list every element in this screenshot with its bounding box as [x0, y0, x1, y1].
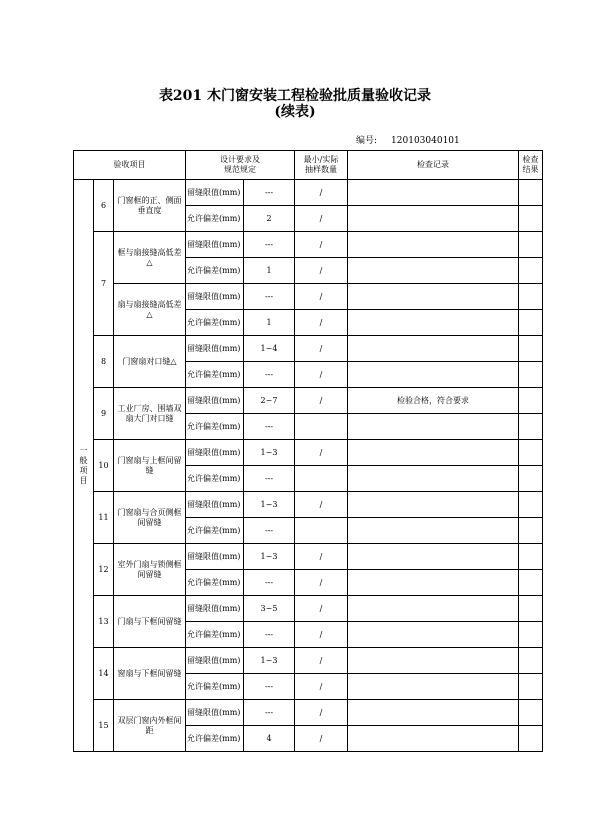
check-record	[348, 700, 519, 726]
limit-value: ---	[244, 284, 295, 310]
table-header-row	[74, 151, 543, 180]
table-row	[74, 648, 543, 674]
sample-count: /	[295, 336, 348, 362]
sample-count: /	[295, 544, 348, 570]
item-number: 14	[94, 648, 114, 700]
check-record	[348, 336, 519, 362]
check-result	[519, 726, 543, 752]
item-name: 框与扇接缝高低差△	[114, 232, 186, 284]
table-row	[74, 284, 543, 310]
item-number: 10	[94, 440, 114, 492]
check-result	[519, 180, 543, 206]
row-type: 允许偏差(mm)	[186, 570, 244, 596]
serial-value: 120103040101	[391, 136, 460, 146]
check-result	[519, 284, 543, 310]
check-record	[348, 440, 519, 466]
item-name: 双层门窗内外框间距	[114, 700, 186, 752]
header-sample: 最小/实际 抽样数量	[295, 151, 348, 180]
limit-value: 1~3	[244, 492, 295, 518]
sample-count: /	[295, 362, 348, 388]
limit-value: ---	[244, 700, 295, 726]
inspection-table	[73, 150, 543, 752]
limit-value: ---	[244, 466, 295, 492]
item-name: 窗扇与下框间留缝	[114, 648, 186, 700]
serial-number	[356, 133, 474, 146]
sample-count: /	[295, 440, 348, 466]
item-number: 13	[94, 596, 114, 648]
limit-value: 1~4	[244, 336, 295, 362]
check-result	[519, 648, 543, 674]
check-record: 检验合格，符合要求	[348, 388, 519, 414]
sample-count: /	[295, 674, 348, 700]
row-type: 允许偏差(mm)	[186, 674, 244, 700]
table-row	[74, 492, 543, 518]
sample-count: /	[295, 284, 348, 310]
item-name: 门窗扇与上框间留缝	[114, 440, 186, 492]
row-type: 允许偏差(mm)	[186, 622, 244, 648]
sample-count: /	[295, 648, 348, 674]
check-result	[519, 674, 543, 700]
sample-count: /	[295, 180, 348, 206]
item-name: 室外门扇与锁侧框间留缝	[114, 544, 186, 596]
sample-count: /	[295, 622, 348, 648]
sample-count	[295, 518, 348, 544]
check-result	[519, 232, 543, 258]
limit-value: ---	[244, 180, 295, 206]
item-name: 门窗框的正、侧面垂直度	[114, 180, 186, 232]
check-result	[519, 544, 543, 570]
check-record	[348, 180, 519, 206]
check-result	[519, 492, 543, 518]
item-number: 6	[94, 180, 114, 232]
title-line-1: 表201 木门窗安装工程检验批质量验收记录	[158, 88, 432, 104]
sample-count: /	[295, 570, 348, 596]
row-type: 允许偏差(mm)	[186, 726, 244, 752]
sample-count: /	[295, 700, 348, 726]
table-row	[74, 700, 543, 726]
item-name: 门扇与下框间留缝	[114, 596, 186, 648]
limit-value: ---	[244, 622, 295, 648]
limit-value: 1	[244, 258, 295, 284]
item-number: 12	[94, 544, 114, 596]
item-name: 工业厂房、围墙双扇大门对口缝	[114, 388, 186, 440]
check-result	[519, 700, 543, 726]
table-row	[74, 336, 543, 362]
limit-value: 2~7	[244, 388, 295, 414]
check-record	[348, 518, 519, 544]
check-record	[348, 674, 519, 700]
limit-value: 1	[244, 310, 295, 336]
table-row	[74, 180, 543, 206]
check-result	[519, 596, 543, 622]
row-type: 允许偏差(mm)	[186, 362, 244, 388]
row-type: 允许偏差(mm)	[186, 206, 244, 232]
check-record	[348, 648, 519, 674]
sample-count: /	[295, 232, 348, 258]
check-record	[348, 544, 519, 570]
item-number: 8	[94, 336, 114, 388]
header-result: 检查 结果	[519, 151, 543, 180]
row-type: 留缝限值(mm)	[186, 336, 244, 362]
limit-value: 1~3	[244, 544, 295, 570]
row-type: 留缝限值(mm)	[186, 700, 244, 726]
row-type: 允许偏差(mm)	[186, 310, 244, 336]
table-row	[74, 388, 543, 414]
limit-value: ---	[244, 414, 295, 440]
sample-count: /	[295, 258, 348, 284]
item-number: 7	[94, 232, 114, 336]
item-number: 11	[94, 492, 114, 544]
row-type: 留缝限值(mm)	[186, 544, 244, 570]
check-result	[519, 440, 543, 466]
table-row	[74, 544, 543, 570]
check-result	[519, 414, 543, 440]
limit-value: ---	[244, 362, 295, 388]
check-result	[519, 310, 543, 336]
document-title	[0, 88, 590, 120]
item-number: 15	[94, 700, 114, 752]
header-item: 验收项目	[74, 151, 186, 180]
check-record	[348, 570, 519, 596]
check-record	[348, 362, 519, 388]
row-type: 留缝限值(mm)	[186, 180, 244, 206]
row-type: 允许偏差(mm)	[186, 414, 244, 440]
row-type: 允许偏差(mm)	[186, 518, 244, 544]
sample-count	[295, 414, 348, 440]
row-type: 留缝限值(mm)	[186, 440, 244, 466]
row-type: 留缝限值(mm)	[186, 492, 244, 518]
sample-count: /	[295, 726, 348, 752]
check-result	[519, 388, 543, 414]
check-result	[519, 206, 543, 232]
limit-value: ---	[244, 674, 295, 700]
item-name: 门窗扇与合页侧框间留缝	[114, 492, 186, 544]
check-result	[519, 570, 543, 596]
sample-count: /	[295, 388, 348, 414]
check-result	[519, 258, 543, 284]
sample-count: /	[295, 206, 348, 232]
limit-value: ---	[244, 232, 295, 258]
check-result	[519, 466, 543, 492]
row-type: 留缝限值(mm)	[186, 284, 244, 310]
sample-count: /	[295, 310, 348, 336]
serial-label: 编号:	[356, 136, 378, 146]
check-record	[348, 310, 519, 336]
table-row	[74, 440, 543, 466]
limit-value: 1~3	[244, 440, 295, 466]
item-number: 9	[94, 388, 114, 440]
check-record	[348, 284, 519, 310]
limit-value: 3~5	[244, 596, 295, 622]
limit-value: 2	[244, 206, 295, 232]
header-record: 检查记录	[348, 151, 519, 180]
check-record	[348, 206, 519, 232]
sample-count: /	[295, 596, 348, 622]
row-type: 允许偏差(mm)	[186, 466, 244, 492]
check-result	[519, 362, 543, 388]
header-design: 设计要求及 规范规定	[186, 151, 295, 180]
sample-count	[295, 466, 348, 492]
check-record	[348, 232, 519, 258]
check-record	[348, 726, 519, 752]
limit-value: ---	[244, 518, 295, 544]
check-result	[519, 518, 543, 544]
check-result	[519, 336, 543, 362]
table-row	[74, 232, 543, 258]
row-type: 留缝限值(mm)	[186, 388, 244, 414]
category-cell: 一 般 项 目	[74, 180, 94, 752]
limit-value: 1~3	[244, 648, 295, 674]
sample-count: /	[295, 492, 348, 518]
check-record	[348, 414, 519, 440]
check-result	[519, 622, 543, 648]
row-type: 允许偏差(mm)	[186, 258, 244, 284]
table-row	[74, 596, 543, 622]
title-line-2: (续表)	[274, 104, 316, 120]
limit-value: 4	[244, 726, 295, 752]
item-name: 扇与扇接缝高低差△	[114, 284, 186, 336]
check-record	[348, 258, 519, 284]
row-type: 留缝限值(mm)	[186, 596, 244, 622]
item-name: 门窗扇对口缝△	[114, 336, 186, 388]
row-type: 留缝限值(mm)	[186, 648, 244, 674]
check-record	[348, 622, 519, 648]
check-record	[348, 466, 519, 492]
check-record	[348, 492, 519, 518]
row-type: 留缝限值(mm)	[186, 232, 244, 258]
limit-value: ---	[244, 570, 295, 596]
check-record	[348, 596, 519, 622]
